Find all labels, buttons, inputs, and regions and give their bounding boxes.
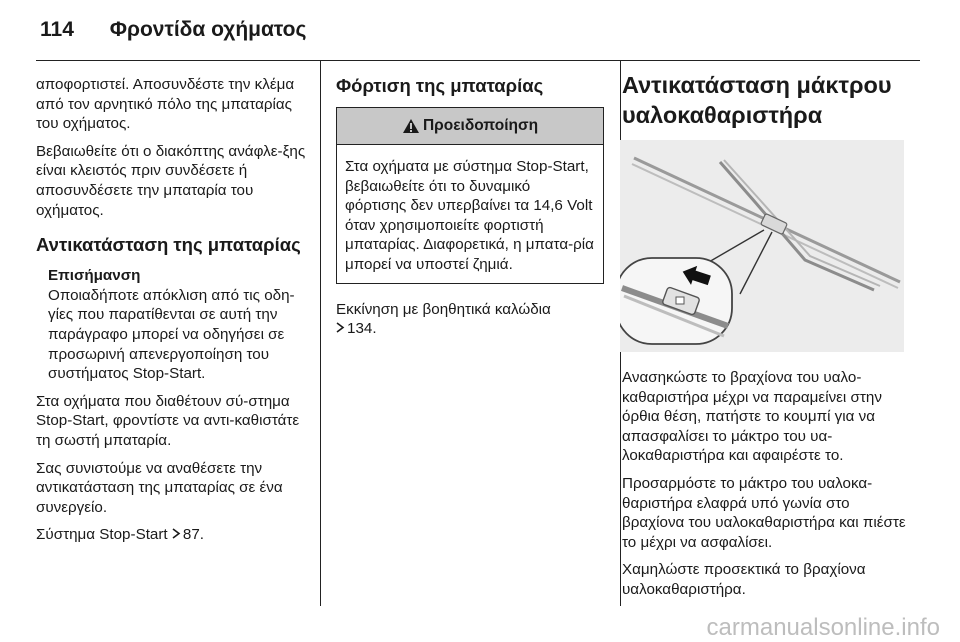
warning-title: Προειδοποίηση [422,117,539,135]
ref-text: Σύστημα Stop-Start [36,526,168,544]
paragraph: Βεβαιωθείτε ότι ο διακόπτης ανάφλε-ξης είναι κλειστός πριν συνδέσετε ή αποσυνδέσετε την μπαταρία του οχήματος. [36,142,306,219]
warning-triangle-icon [402,118,420,134]
paragraph: Σας συνιστούμε να αναθέσετε την αντικατάσταση της μπαταρίας σε ένα συνεργείο. [36,459,283,516]
column-1 [36,75,308,553]
paragraph: Εκκίνηση με βοηθητικά καλώδια [336,300,551,318]
ref-page: 87. [182,526,204,544]
notice-title: Επισήμανση [48,267,141,285]
notice-text: Οποιαδήποτε απόκλιση από τις οδη-γίες που παρατίθενται σε αυτή την παράγραφο μπορεί να οδηγήσει σε προσωρινή απενεργοποίηση του συστήματος Stop-Start. [48,286,295,383]
page-header [40,18,306,42]
paragraph: αποφορτιστεί. Αποσυνδέστε την κλέμα από τον αρνητικό πόλο της μπαταρίας του οχήματος. [36,76,295,133]
paragraph: Χαμηλώστε προσεκτικά το βραχίονα υαλοκαθαριστήρα. [622,561,866,598]
reference-arrow-icon [336,322,345,333]
wiper-illustration [620,140,904,352]
section-title: Φροντίδα οχήματος [109,18,307,41]
heading-battery-charging: Φόρτιση της μπαταρίας [336,75,544,96]
notice-box [36,266,308,384]
paragraph: Ανασηκώστε το βραχίονα του υαλο-καθαριστήρα μέχρι να παραμείνει στην όρθια θέση, πατήστε το κουμπί για να απασφαλίσει το μάκτρο του υα-λοκαθαριστήρα και αφαιρέστε το. [622,369,882,465]
heading-battery-replacement: Αντικατάσταση της μπαταρίας [36,234,301,256]
paragraph: Στα οχήματα που διαθέτουν σύ-στημα Stop-Start, φροντίστε να αντι-καθιστάτε τη σωστή μπαταρία. [36,392,300,449]
warning-text: Στα οχήματα με σύστημα Stop-Start, βεβαιωθείτε ότι το δυναμικό φόρτισης δεν υπερβαίνει τα 14,6 Volt όταν χρησιμοποιείτε φορτιστή μπαταρίας. Διαφορετικά, η μπατα-ρία μπορεί να υποστεί ζημιά. [345,158,594,273]
paragraph: Προσαρμόστε το μάκτρο του υαλοκα-θαριστήρα ελαφρά υπό γωνία στο βραχίονα του υαλοκαθαριστήρα και πιέστε το μέχρι να ασφαλίσει. [622,474,906,551]
cross-reference[interactable] [336,319,604,339]
column-2 [336,75,604,347]
column-3 [622,70,912,608]
column-divider-1 [320,60,321,606]
reference-arrow-icon [172,528,181,539]
heading-wiper-blade-replacement: Αντικατάσταση μάκτρου υαλοκαθαριστήρα [622,72,892,128]
ref-page: 134. [347,320,377,338]
warning-box [336,107,604,284]
page-number: 114 [40,18,74,41]
wiper-blade-illustration [620,140,904,352]
watermark: carmanualsonline.info [706,614,940,641]
header-divider [36,60,920,61]
warning-header [337,108,603,145]
cross-reference[interactable] [36,525,308,545]
